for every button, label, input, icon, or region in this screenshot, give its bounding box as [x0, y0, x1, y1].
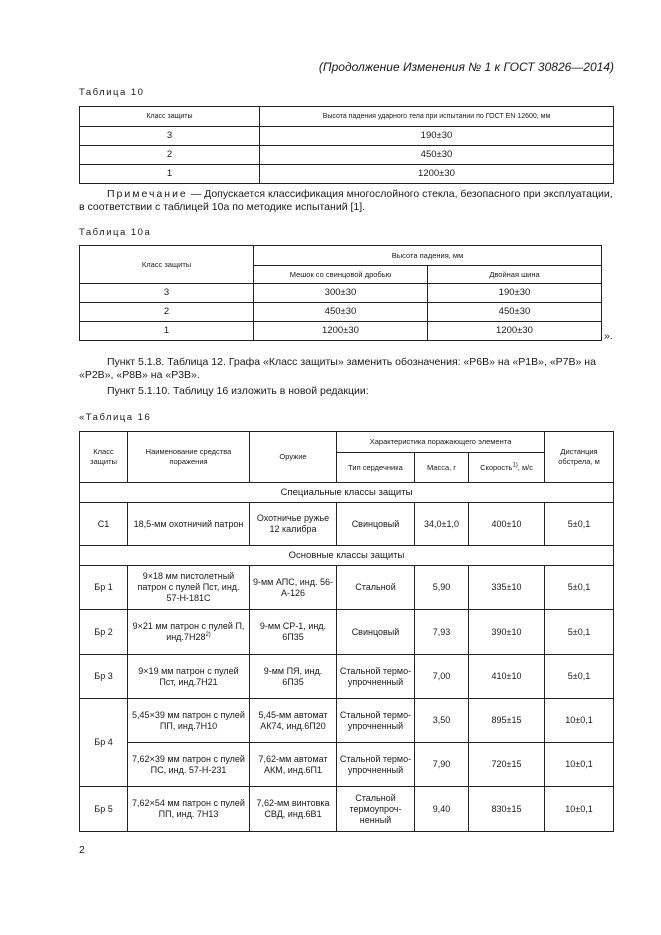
t16-cell-distance: 5±0,1: [545, 655, 614, 699]
t16-cell-weapon: 5,45-мм автомат АК74, инд.6П20: [250, 699, 337, 743]
t16-cell-name: 9×18 мм пистолетный патрон с пулей Пст, инд. 57-Н-181С: [128, 566, 250, 610]
t16-cell-mass: 7,00: [415, 655, 469, 699]
table-16: [79, 431, 614, 832]
t16-cell-weapon: 9-мм ПЯ, инд. 6П35: [250, 655, 337, 699]
t16-cell-distance: 5±0,1: [545, 503, 614, 546]
table-10a-closing: ».: [604, 330, 613, 342]
t16-cell-name: 18,5-мм охотничий патрон: [128, 503, 250, 546]
t10a-cell: 1200±30: [428, 322, 602, 341]
t16-header-characteristic: Характеристика поражающего элемента: [337, 432, 545, 453]
t16-cell-core: Свинцовый: [337, 610, 415, 655]
t16-cell-class: Бр 5: [80, 787, 128, 832]
note-label: Примечание: [107, 188, 188, 200]
t16-cell-speed: 720±15: [469, 743, 545, 787]
table-16-caption: «Таблица 16: [79, 412, 152, 423]
t16-cell-core: Стальной термо-упрочненный: [337, 743, 415, 787]
t16-cell-speed: 335±10: [469, 566, 545, 610]
t16-cell-distance: 5±0,1: [545, 566, 614, 610]
t10a-cell: 300±30: [254, 284, 428, 303]
t10-cell: 1: [80, 165, 260, 184]
note: [79, 188, 614, 214]
t10a-cell: 450±30: [254, 303, 428, 322]
t16-cell-speed: 830±15: [469, 787, 545, 832]
t16-section-special: Специальные классы защиты: [80, 483, 614, 503]
t16-header-speed-label: Скорость: [480, 462, 513, 472]
page-number: 2: [79, 844, 85, 856]
t16-cell-name-text: 9×21 мм патрон с пулей П, инд.7Н28: [132, 621, 245, 642]
t16-cell-core: Стальной термо-упрочненный: [337, 655, 415, 699]
t16-cell-weapon: 9-мм СР-1, инд. 6П35: [250, 610, 337, 655]
t16-cell-speed: 895±15: [469, 699, 545, 743]
t16-cell-speed: 390±10: [469, 610, 545, 655]
t10-header-height: Высота падения ударного тела при испытании по ГОСТ EN 12600, мм: [260, 107, 614, 127]
t16-header-class: Класс защиты: [80, 432, 128, 483]
table-10a-caption: Таблица 10а: [79, 227, 152, 238]
t16-cell-mass: 3,50: [415, 699, 469, 743]
t10a-cell: 190±30: [428, 284, 602, 303]
t16-cell-name: 7,62×54 мм патрон с пулей ПП, инд. 7Н13: [128, 787, 250, 832]
t16-cell-mass: 7,90: [415, 743, 469, 787]
t10a-header-class: Класс защиты: [80, 246, 254, 284]
t10a-header-tire: Двойная шина: [428, 266, 602, 284]
table-10-caption: Таблица 10: [79, 87, 145, 98]
t16-cell-class: Бр 3: [80, 655, 128, 699]
table-10a: [79, 245, 602, 341]
t16-cell-distance: 10±0,1: [545, 699, 614, 743]
t16-cell-name: [128, 610, 250, 655]
t16-cell-core: Стальной: [337, 566, 415, 610]
t16-cell-weapon: 7,62-мм автомат АКМ, инд.6П1: [250, 743, 337, 787]
t16-header-speed-footnote: 1): [512, 462, 518, 468]
t16-cell-name-footnote: 2): [205, 632, 211, 638]
t16-cell-core: Свинцовый: [337, 503, 415, 546]
t16-cell-mass: 9,40: [415, 787, 469, 832]
table-10: [79, 106, 614, 184]
t16-cell-class: Бр 1: [80, 566, 128, 610]
t10-cell: 2: [80, 146, 260, 165]
t10-cell: 450±30: [260, 146, 614, 165]
t16-header-mass: Масса, г: [415, 453, 469, 483]
t16-cell-mass: 34,0±1,0: [415, 503, 469, 546]
t16-cell-name: 7,62×39 мм патрон с пулей ПС, инд. 57-Н-231: [128, 743, 250, 787]
t16-cell-distance: 10±0,1: [545, 787, 614, 832]
t16-header-core: Тип сердечника: [337, 453, 415, 483]
t16-header-distance: Дистанция обстрела, м: [545, 432, 614, 483]
t16-cell-weapon: 9-мм АПС, инд. 56-А-126: [250, 566, 337, 610]
t16-cell-class: Бр 4: [80, 699, 128, 787]
t16-cell-mass: 5,90: [415, 566, 469, 610]
t16-cell-name: 9×19 мм патрон с пулей Пст, инд.7Н21: [128, 655, 250, 699]
t16-cell-class: С1: [80, 503, 128, 546]
t10a-cell: 1200±30: [254, 322, 428, 341]
t10-cell: 190±30: [260, 127, 614, 146]
t16-cell-name: 5,45×39 мм патрон с пулей ПП, инд.7Н10: [128, 699, 250, 743]
t10-cell: 3: [80, 127, 260, 146]
note-text: — Допускается классификация многослойного стекла, безопасного при эксплуатации, в соответствии с таблицей 10а по методике испытаний [1].: [79, 188, 613, 213]
t16-header-weapon: Оружие: [250, 432, 337, 483]
t16-cell-distance: 5±0,1: [545, 610, 614, 655]
t16-section-basic: Основные классы защиты: [80, 546, 614, 566]
t16-header-speed-unit: , м/с: [517, 462, 533, 472]
t16-cell-mass: 7,93: [415, 610, 469, 655]
t16-header-name: Наименование средства поражения: [128, 432, 250, 483]
t16-cell-weapon: Охотничье ружье 12 калибра: [250, 503, 337, 546]
t16-header-speed: [469, 453, 545, 483]
t10a-cell: 3: [80, 284, 254, 303]
t16-cell-speed: 410±10: [469, 655, 545, 699]
t10a-cell: 2: [80, 303, 254, 322]
t16-cell-core: Стальной термо-упрочненный: [337, 699, 415, 743]
t10a-cell: 1: [80, 322, 254, 341]
t16-cell-speed: 400±10: [469, 503, 545, 546]
page-header: (Продолжение Изменения № 1 к ГОСТ 30826—2014): [318, 60, 614, 74]
t16-cell-distance: 10±0,1: [545, 743, 614, 787]
t16-cell-core: Стальной термоупроч-ненный: [337, 787, 415, 832]
t10a-cell: 450±30: [428, 303, 602, 322]
t16-cell-weapon: 7,62-мм винтовка СВД, инд.6В1: [250, 787, 337, 832]
t10a-header-height: Высота падения, мм: [254, 246, 602, 266]
paragraph-5-1-10: Пункт 5.1.10. Таблицу 16 изложить в новой редакции:: [107, 385, 369, 397]
t10a-header-bag: Мешок со свинцовой дробью: [254, 266, 428, 284]
t10-header-class: Класс защиты: [80, 107, 260, 127]
paragraph-5-1-8: Пункт 5.1.8. Таблица 12. Графа «Класс защиты» заменить обозначения: «Р6В» на «Р1В», «Р7В» на «Р2В», «Р8В» на «Р3В».: [79, 356, 596, 381]
t16-cell-class: Бр 2: [80, 610, 128, 655]
t10-cell: 1200±30: [260, 165, 614, 184]
